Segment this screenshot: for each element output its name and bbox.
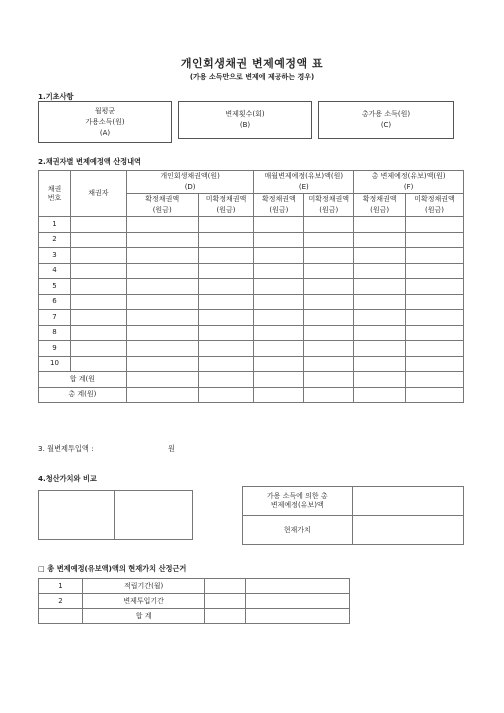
d-unfixed-unit: (원금) <box>198 205 254 217</box>
row-number: 10 <box>39 356 71 372</box>
subtotal-cell[interactable] <box>126 372 198 388</box>
table-row <box>39 294 464 310</box>
amount-cell[interactable] <box>406 263 464 279</box>
box-b-line2: (B) <box>239 121 251 129</box>
box-c-line1: 총가용 소득(원) <box>361 110 411 118</box>
present-value-label: 현재가치 <box>243 516 353 545</box>
amount-cell[interactable] <box>304 356 354 372</box>
f-fixed-unit: (원금) <box>354 205 406 217</box>
row-number: 2 <box>39 232 71 248</box>
table-row <box>39 579 350 594</box>
creditor-name-cell[interactable] <box>70 248 126 264</box>
amount-cell[interactable] <box>126 279 198 295</box>
monthly-payment-unit: 원 <box>168 444 175 453</box>
amount-cell[interactable] <box>354 356 406 372</box>
amount-cell[interactable] <box>254 217 304 233</box>
amount-cell[interactable] <box>304 217 354 233</box>
table-row <box>39 263 464 279</box>
box-b-line1: 변제횟수(회) <box>225 110 265 118</box>
amount-cell[interactable] <box>254 341 304 357</box>
box-a-line1: 월평균 <box>94 106 116 115</box>
amount-cell[interactable] <box>406 232 464 248</box>
amount-cell[interactable] <box>198 310 254 326</box>
table-row <box>39 232 464 248</box>
section5-heading: □ 총 변제예정(유보액)액의 현재가치 산정근거 <box>38 564 187 573</box>
total-cell[interactable] <box>406 387 464 403</box>
amount-cell[interactable] <box>354 217 406 233</box>
amount-cell[interactable] <box>354 279 406 295</box>
table-row <box>39 325 464 341</box>
amount-cell[interactable] <box>304 325 354 341</box>
total-cell[interactable] <box>198 387 254 403</box>
page-title: 개인회생채권 변제예정액 표 <box>180 57 324 70</box>
box-a-line3: (A) <box>99 128 111 137</box>
amount-cell[interactable] <box>254 263 304 279</box>
amount-cell[interactable] <box>126 263 198 279</box>
amount-cell[interactable] <box>406 248 464 264</box>
subtotal-cell[interactable] <box>254 372 304 388</box>
amount-cell[interactable] <box>354 310 406 326</box>
amount-cell[interactable] <box>198 325 254 341</box>
row-number: 1 <box>39 217 71 233</box>
section1-heading: 1.기초사항 <box>38 92 74 101</box>
amount-cell[interactable] <box>354 248 406 264</box>
table-row <box>39 594 350 609</box>
row-number: 7 <box>39 310 71 326</box>
amount-cell[interactable] <box>354 341 406 357</box>
table-row <box>39 310 464 326</box>
amount-cell[interactable] <box>354 294 406 310</box>
monthly-income-box <box>38 101 172 143</box>
liquidation-cell[interactable] <box>114 491 192 540</box>
d-fixed-unit: (원금) <box>126 205 198 217</box>
amount-cell[interactable] <box>354 232 406 248</box>
total-repayment-label <box>243 487 353 516</box>
basis-value-cell[interactable] <box>205 609 246 624</box>
subtotal-cell[interactable] <box>406 372 464 388</box>
monthly-payment-label: 3. 월변제투입액 : <box>38 444 94 453</box>
group-d-code: (D) <box>126 182 254 194</box>
row-number: 6 <box>39 294 71 310</box>
table-row <box>39 248 464 264</box>
amount-cell[interactable] <box>126 356 198 372</box>
amount-cell[interactable] <box>406 341 464 357</box>
f-fixed-header: 확정채권액 <box>354 194 406 206</box>
e-fixed-unit: (원금) <box>254 205 304 217</box>
total-repayment-line2: 변제예정(유보)액 <box>270 501 324 509</box>
amount-cell[interactable] <box>304 263 354 279</box>
basis-value-cell[interactable] <box>205 579 246 594</box>
amount-cell[interactable] <box>254 248 304 264</box>
group-f-header: 총 변제예정(유보)액(원) <box>354 171 464 183</box>
amount-cell[interactable] <box>254 356 304 372</box>
group-e-code: (E) <box>254 182 354 194</box>
total-cell[interactable] <box>254 387 304 403</box>
amount-cell[interactable] <box>406 279 464 295</box>
liquidation-cell[interactable] <box>39 491 115 540</box>
present-value-basis-table <box>38 578 350 624</box>
amount-cell[interactable] <box>406 294 464 310</box>
total-cell[interactable] <box>304 387 354 403</box>
amount-cell[interactable] <box>354 263 406 279</box>
total-cell[interactable] <box>354 387 406 403</box>
creditor-table <box>38 170 464 403</box>
section4-heading: 4.청산가치와 비교 <box>38 474 97 483</box>
liquidation-right-table <box>242 486 464 545</box>
basis-value-cell[interactable] <box>205 594 246 609</box>
amount-cell[interactable] <box>304 341 354 357</box>
e-unfixed-header: 미확정채권액 <box>304 194 354 206</box>
amount-cell[interactable] <box>198 294 254 310</box>
table-row <box>39 356 464 372</box>
e-unfixed-unit: (원금) <box>304 205 354 217</box>
amount-cell[interactable] <box>198 217 254 233</box>
amount-cell[interactable] <box>254 279 304 295</box>
amount-cell[interactable] <box>126 325 198 341</box>
creditor-name-cell[interactable] <box>70 325 126 341</box>
total-repayment-value[interactable] <box>352 487 463 516</box>
amount-cell[interactable] <box>198 263 254 279</box>
row-number: 5 <box>39 279 71 295</box>
amount-cell[interactable] <box>406 310 464 326</box>
amount-cell[interactable] <box>254 294 304 310</box>
amount-cell[interactable] <box>198 248 254 264</box>
present-value-value[interactable] <box>352 516 463 545</box>
subtotal-cell[interactable] <box>198 372 254 388</box>
amount-cell[interactable] <box>198 279 254 295</box>
amount-cell[interactable] <box>406 325 464 341</box>
amount-cell[interactable] <box>198 356 254 372</box>
creditor-name-cell[interactable] <box>70 310 126 326</box>
basis-value-cell[interactable] <box>246 609 350 624</box>
creditor-name-cell[interactable] <box>70 341 126 357</box>
basis-row-number: 1 <box>39 579 83 594</box>
box-c-line2: (C) <box>380 121 392 129</box>
basis-row-number <box>39 609 83 624</box>
table-row <box>39 341 464 357</box>
amount-cell[interactable] <box>126 217 198 233</box>
creditor-name-cell[interactable] <box>70 217 126 233</box>
subtotal-label: 합 계(원 <box>39 372 127 388</box>
creditor-name-cell[interactable] <box>70 263 126 279</box>
amount-cell[interactable] <box>254 310 304 326</box>
total-label: 총 계(원) <box>39 387 127 403</box>
creditor-name-cell[interactable] <box>70 294 126 310</box>
e-fixed-header: 확정채권액 <box>254 194 304 206</box>
box-a-line2: 가용소득(원) <box>85 117 125 126</box>
total-repayment-line1: 가용 소득에 의한 총 <box>266 492 328 500</box>
amount-cell[interactable] <box>304 232 354 248</box>
page-subtitle: (가용 소득만으로 변제에 제공하는 경우) <box>189 73 315 81</box>
table-row <box>39 217 464 233</box>
amount-cell[interactable] <box>304 279 354 295</box>
amount-cell[interactable] <box>354 325 406 341</box>
amount-cell[interactable] <box>304 310 354 326</box>
row-number: 4 <box>39 263 71 279</box>
amount-cell[interactable] <box>198 232 254 248</box>
amount-cell[interactable] <box>254 232 304 248</box>
table-row <box>39 279 464 295</box>
col-creditor-header: 채권자 <box>70 171 126 217</box>
amount-cell[interactable] <box>304 294 354 310</box>
f-unfixed-unit: (원금) <box>406 205 464 217</box>
amount-cell[interactable] <box>126 294 198 310</box>
basis-value-cell[interactable] <box>246 579 350 594</box>
group-e-header: 매월변제예정(유보)액(원) <box>254 171 354 183</box>
basis-row-number: 2 <box>39 594 83 609</box>
row-number: 9 <box>39 341 71 357</box>
f-unfixed-header: 미확정채권액 <box>406 194 464 206</box>
liquidation-left-table <box>38 490 193 540</box>
amount-cell[interactable] <box>198 341 254 357</box>
amount-cell[interactable] <box>406 217 464 233</box>
amount-cell[interactable] <box>126 341 198 357</box>
d-unfixed-header: 미확정채권액 <box>198 194 254 206</box>
basis-row-label: 변제투입기간 <box>82 594 205 609</box>
amount-cell[interactable] <box>254 325 304 341</box>
creditor-name-cell[interactable] <box>70 356 126 372</box>
creditor-name-cell[interactable] <box>70 279 126 295</box>
basis-row-label: 적립기간(월) <box>82 579 205 594</box>
total-cell[interactable] <box>126 387 198 403</box>
group-d-header: 개인회생채권액(원) <box>126 171 254 183</box>
d-fixed-header: 확정채권액 <box>126 194 198 206</box>
creditor-name-cell[interactable] <box>70 232 126 248</box>
amount-cell[interactable] <box>304 248 354 264</box>
amount-cell[interactable] <box>406 356 464 372</box>
amount-cell[interactable] <box>126 232 198 248</box>
basis-value-cell[interactable] <box>246 594 350 609</box>
group-f-code: (F) <box>354 182 464 194</box>
table-row <box>39 609 350 624</box>
subtotal-cell[interactable] <box>304 372 354 388</box>
section2-heading: 2.채권자별 변제예정액 산정내역 <box>38 157 141 166</box>
col-number-header <box>39 171 71 217</box>
amount-cell[interactable] <box>126 248 198 264</box>
amount-cell[interactable] <box>126 310 198 326</box>
subtotal-cell[interactable] <box>354 372 406 388</box>
basis-row-label: 합 계 <box>82 609 205 624</box>
row-number: 3 <box>39 248 71 264</box>
row-number: 8 <box>39 325 71 341</box>
repayment-count-box <box>178 101 312 139</box>
total-income-box <box>318 101 454 139</box>
col-number-line1: 채권 <box>47 184 62 193</box>
col-number-line2: 번호 <box>47 193 62 202</box>
